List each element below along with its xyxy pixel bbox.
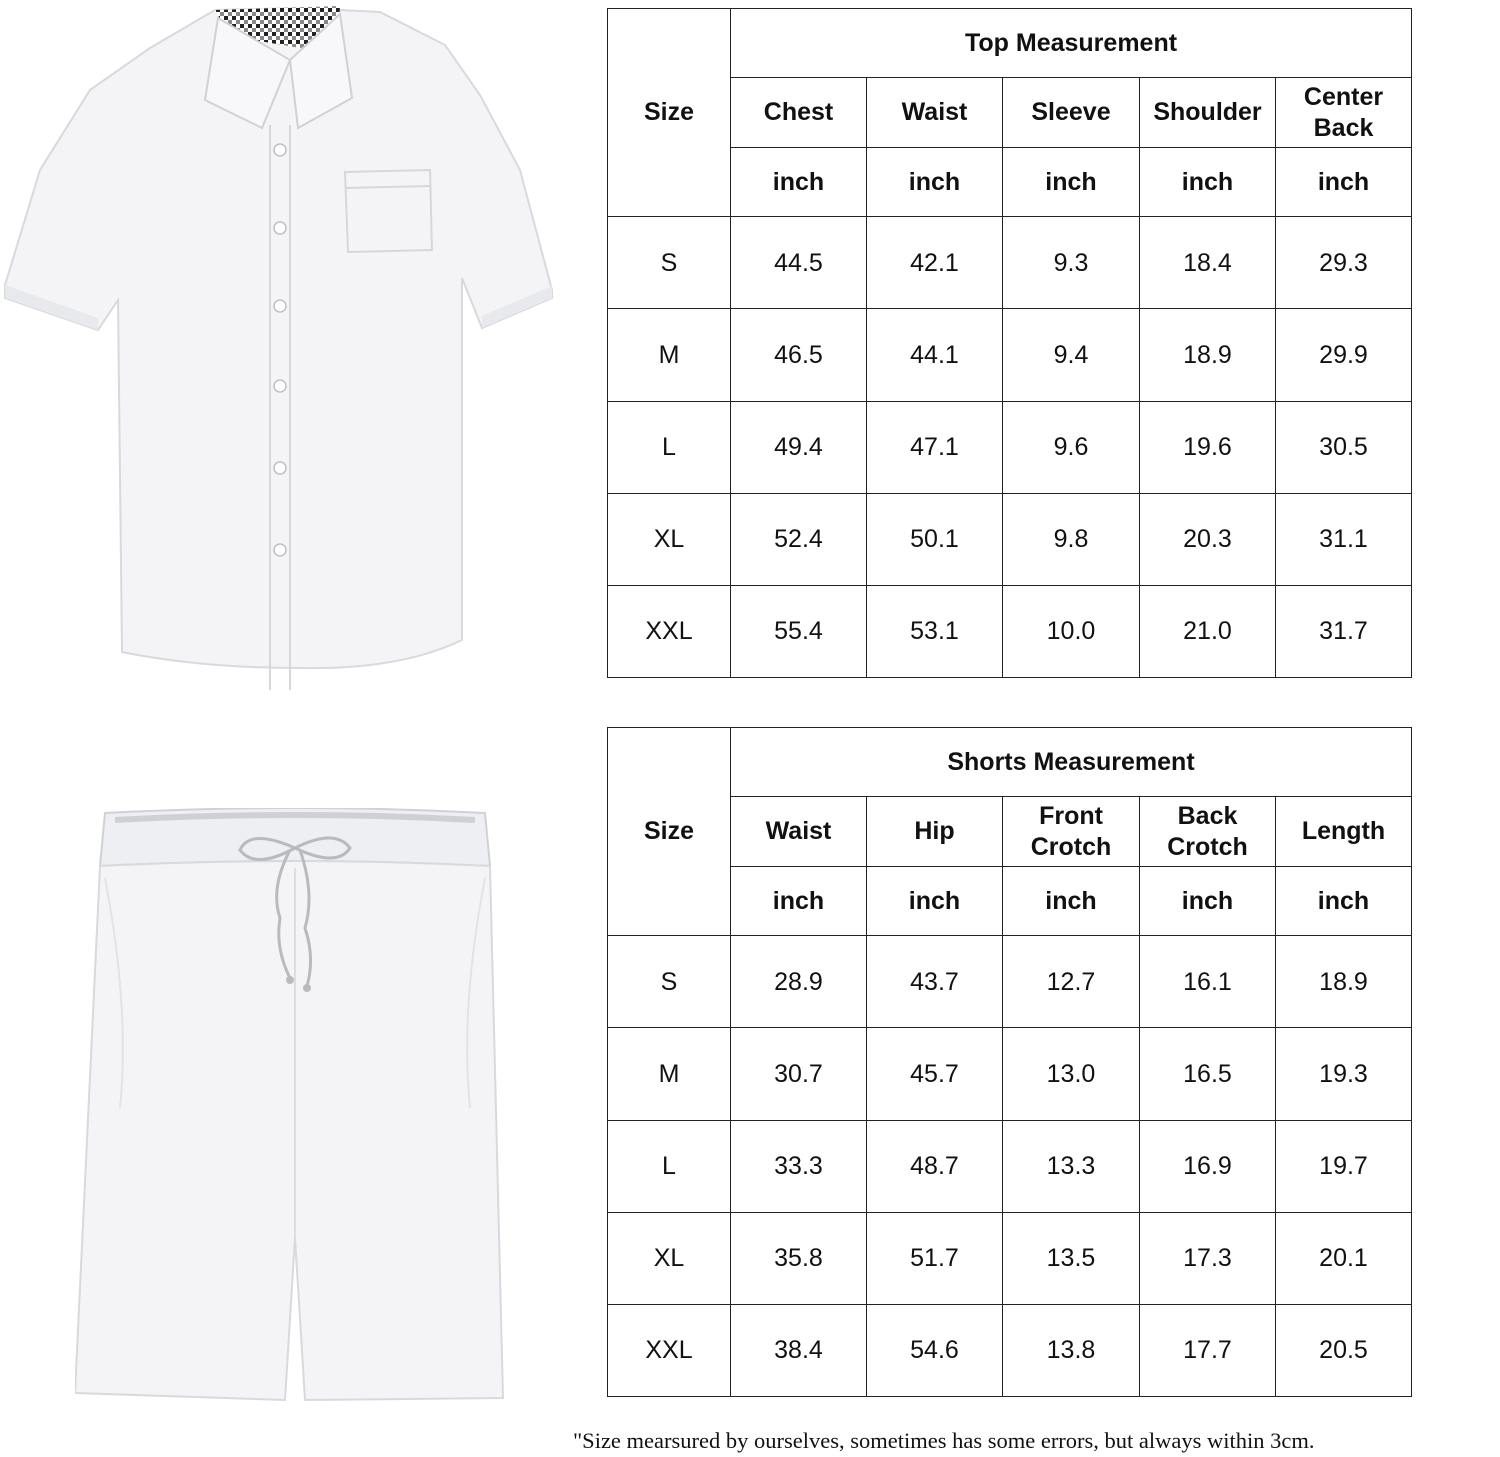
- value-cell: 44.5: [731, 217, 867, 309]
- value-cell: 29.3: [1276, 217, 1412, 309]
- value-cell: 33.3: [731, 1120, 867, 1212]
- value-cell: 17.7: [1140, 1304, 1276, 1396]
- value-cell: 16.1: [1140, 936, 1276, 1028]
- value-cell: 47.1: [867, 401, 1003, 493]
- value-cell: 10.0: [1003, 585, 1140, 677]
- unit-label: inch: [1003, 148, 1140, 217]
- value-cell: 16.5: [1140, 1028, 1276, 1120]
- size-header: Size: [608, 728, 731, 936]
- table-row: [608, 401, 1412, 493]
- table-row: [608, 1120, 1412, 1212]
- value-cell: 50.1: [867, 493, 1003, 585]
- size-cell: XXL: [608, 1304, 731, 1396]
- value-cell: 51.7: [867, 1212, 1003, 1304]
- size-cell: XL: [608, 1212, 731, 1304]
- unit-label: inch: [867, 867, 1003, 936]
- column-header: Length: [1276, 797, 1412, 867]
- value-cell: 19.7: [1276, 1120, 1412, 1212]
- value-cell: 21.0: [1140, 585, 1276, 677]
- value-cell: 46.5: [731, 309, 867, 401]
- value-cell: 12.7: [1003, 936, 1140, 1028]
- value-cell: 49.4: [731, 401, 867, 493]
- value-cell: 13.5: [1003, 1212, 1140, 1304]
- unit-label: inch: [1003, 867, 1140, 936]
- size-cell: L: [608, 401, 731, 493]
- value-cell: 45.7: [867, 1028, 1003, 1120]
- column-header: Hip: [867, 797, 1003, 867]
- value-cell: 43.7: [867, 936, 1003, 1028]
- size-cell: XXL: [608, 585, 731, 677]
- unit-label: inch: [1140, 867, 1276, 936]
- value-cell: 42.1: [867, 217, 1003, 309]
- size-cell: S: [608, 936, 731, 1028]
- top-measurement-table: [607, 8, 1412, 678]
- unit-label: inch: [1140, 148, 1276, 217]
- unit-label: inch: [867, 148, 1003, 217]
- table-row: [608, 585, 1412, 677]
- value-cell: 13.0: [1003, 1028, 1140, 1120]
- column-header: Shoulder: [1140, 78, 1276, 148]
- column-header: Front Crotch: [1003, 797, 1140, 867]
- unit-label: inch: [731, 867, 867, 936]
- size-cell: S: [608, 217, 731, 309]
- column-header: Center Back: [1276, 78, 1412, 148]
- value-cell: 30.5: [1276, 401, 1412, 493]
- table-row: [608, 493, 1412, 585]
- value-cell: 18.4: [1140, 217, 1276, 309]
- value-cell: 18.9: [1140, 309, 1276, 401]
- value-cell: 18.9: [1276, 936, 1412, 1028]
- value-cell: 13.8: [1003, 1304, 1140, 1396]
- table-row: [608, 217, 1412, 309]
- value-cell: 54.6: [867, 1304, 1003, 1396]
- value-cell: 29.9: [1276, 309, 1412, 401]
- shirt-image: [0, 0, 560, 705]
- value-cell: 9.4: [1003, 309, 1140, 401]
- value-cell: 16.9: [1140, 1120, 1276, 1212]
- unit-label: inch: [731, 148, 867, 217]
- unit-label: inch: [1276, 867, 1412, 936]
- size-cell: XL: [608, 493, 731, 585]
- table-row: [608, 936, 1412, 1028]
- value-cell: 35.8: [731, 1212, 867, 1304]
- value-cell: 28.9: [731, 936, 867, 1028]
- value-cell: 9.3: [1003, 217, 1140, 309]
- column-header: Chest: [731, 78, 867, 148]
- value-cell: 38.4: [731, 1304, 867, 1396]
- size-cell: M: [608, 1028, 731, 1120]
- column-header: Sleeve: [1003, 78, 1140, 148]
- size-cell: L: [608, 1120, 731, 1212]
- column-header: Waist: [731, 797, 867, 867]
- value-cell: 19.3: [1276, 1028, 1412, 1120]
- value-cell: 31.7: [1276, 585, 1412, 677]
- table-title: Shorts Measurement: [731, 728, 1412, 797]
- size-footnote: "Size mearsured by ourselves, sometimes has some errors, but always within 3cm.: [573, 1428, 1315, 1453]
- value-cell: 53.1: [867, 585, 1003, 677]
- value-cell: 31.1: [1276, 493, 1412, 585]
- value-cell: 19.6: [1140, 401, 1276, 493]
- value-cell: 48.7: [867, 1120, 1003, 1212]
- value-cell: 55.4: [731, 585, 867, 677]
- shorts-image: [75, 808, 515, 1408]
- size-header: Size: [608, 9, 731, 217]
- unit-label: inch: [1276, 148, 1412, 217]
- table-row: [608, 309, 1412, 401]
- value-cell: 52.4: [731, 493, 867, 585]
- column-header: Waist: [867, 78, 1003, 148]
- table-title: Top Measurement: [731, 9, 1412, 78]
- table-row: [608, 1212, 1412, 1304]
- size-cell: M: [608, 309, 731, 401]
- table-row: [608, 1304, 1412, 1396]
- value-cell: 20.5: [1276, 1304, 1412, 1396]
- column-header: Back Crotch: [1140, 797, 1276, 867]
- value-cell: 20.1: [1276, 1212, 1412, 1304]
- value-cell: 30.7: [731, 1028, 867, 1120]
- table-row: [608, 1028, 1412, 1120]
- shorts-measurement-table: [607, 727, 1412, 1397]
- value-cell: 13.3: [1003, 1120, 1140, 1212]
- value-cell: 9.8: [1003, 493, 1140, 585]
- value-cell: 17.3: [1140, 1212, 1276, 1304]
- value-cell: 20.3: [1140, 493, 1276, 585]
- value-cell: 9.6: [1003, 401, 1140, 493]
- value-cell: 44.1: [867, 309, 1003, 401]
